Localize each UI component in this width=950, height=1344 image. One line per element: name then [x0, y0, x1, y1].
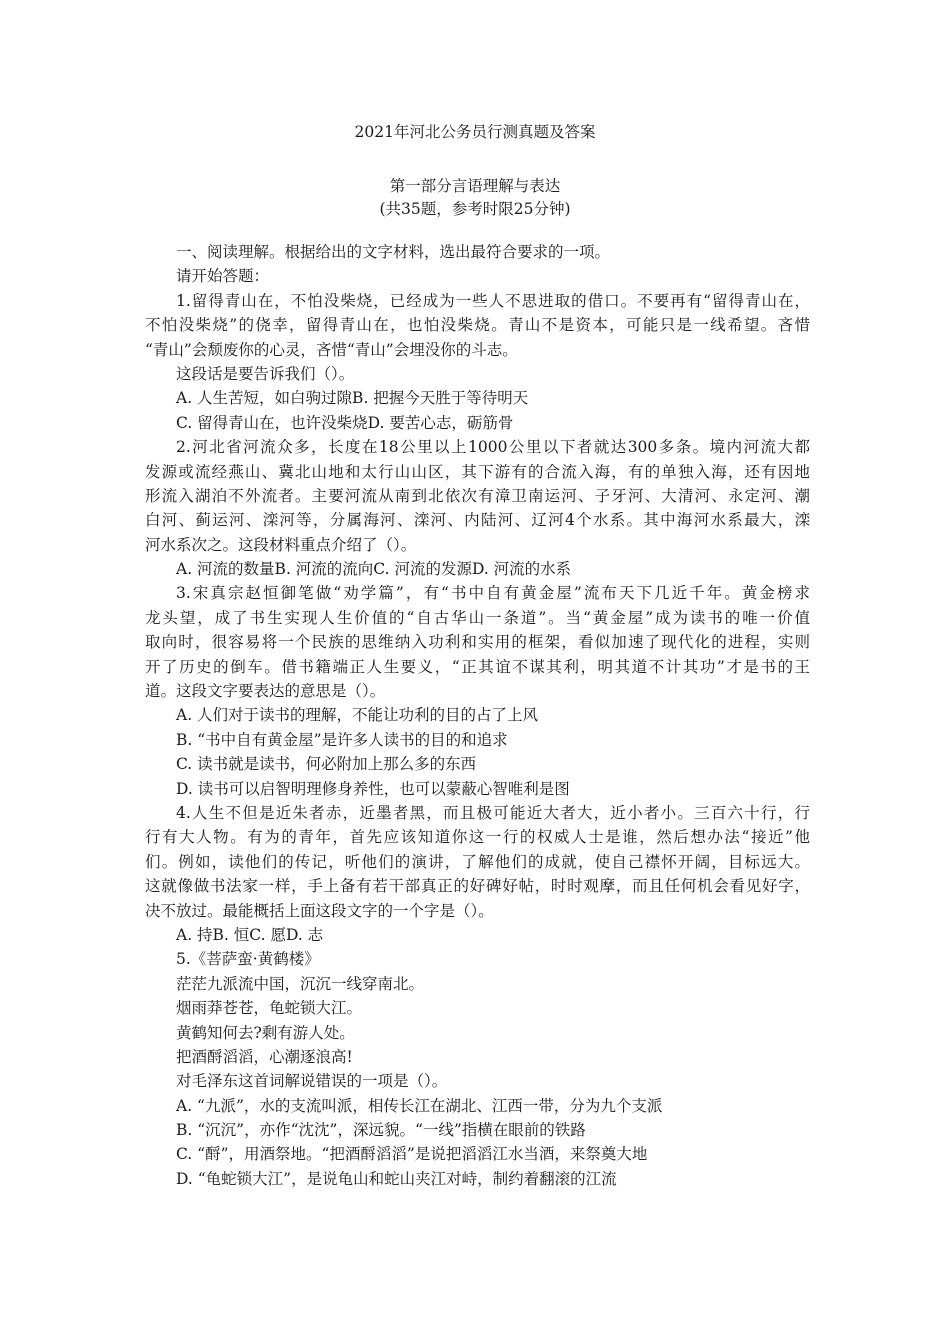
section-subheading: (共35题，参考时限25分钟): [379, 200, 571, 218]
text-line: 黄鹤知何去?剩有游人处。: [176, 1023, 355, 1042]
text-line: 白河、蓟运河、滦河等，分属海河、滦河、内陆河、辽河4个水系。其中海河水系最大，滦: [145, 511, 810, 530]
text-line: C. 读书就是读书，何必附加上那么多的东西: [176, 755, 477, 774]
text-line: A. “九派”，水的支流叫派，相传长江在湖北、江西一带，分为九个支派: [176, 1096, 663, 1115]
text-line: D. “龟蛇锁大江”，是说龟山和蛇山夹江对峙，制约着翻滚的江流: [176, 1169, 617, 1188]
text-line: 河水系次之。这段材料重点介绍了（）。: [145, 535, 417, 554]
text-line: 发源或流经燕山、冀北山地和太行山山区，其下游有的合流入海，有的单独入海，还有因地: [145, 462, 810, 481]
text-line: 请开始答题：: [176, 267, 270, 286]
text-line: 们。例如，读他们的传记，听他们的演讲，了解他们的成就，使自己襟怀开阔，目标远大。: [145, 852, 810, 871]
text-line: 开了历史的倒车。借书籍端正人生要义，“正其谊不谋其利，明其道不计其功”才是书的王: [145, 657, 810, 676]
text-line: B. “书中自有黄金屋”是许多人读书的目的和追求: [176, 730, 508, 749]
text-line: B. “沉沉”，亦作“沈沈”，深远貌。“一线”指横在眼前的铁路: [176, 1121, 586, 1140]
text-line: 道。这段文字要表达的意思是（）。: [145, 682, 386, 701]
text-line: C. 留得青山在，也许没柴烧D. 要苦心志，砺筋骨: [176, 413, 514, 432]
text-line: A. 持B. 恒C. 愿D. 志: [176, 925, 324, 944]
text-line: 龙头望，成了书生实现人生价值的“自古华山一条道”。当“黄金屋”成为读书的唯一价值: [145, 608, 810, 627]
document-body: [145, 240, 810, 1191]
text-line: 5.《菩萨蛮·黄鹤楼》: [176, 950, 320, 969]
text-line: 1.留得青山在，不怕没柴烧，已经成为一些人不思进取的借口。不要再有“留得青山在，: [176, 291, 810, 310]
text-line: 对毛泽东这首词解说错误的一项是（）。: [176, 1072, 448, 1091]
text-line: A. 人们对于读书的理解，不能让功利的目的占了上风: [176, 706, 539, 725]
text-line: 茫茫九派流中国，沉沉一线穿南北。: [176, 974, 425, 993]
document-title: 2021年河北公务员行测真题及答案: [354, 123, 596, 141]
text-line: 3.宋真宗赵恒御笔做“劝学篇”，有“书中自有黄金屋”流布天下几近千年。黄金榜求: [176, 584, 810, 603]
text-line: 这就像做书法家一样，手上备有若干部真正的好碑好帖，时时观摩，而且任何机会看见好字，: [145, 877, 810, 896]
text-line: 行有大人物。有为的青年，首先应该知道你这一行的权威人士是谁，然后想办法“接近”他: [145, 828, 810, 847]
text-line: 取向时，很容易将一个民族的思维纳入功利和实用的框架，看似加速了现代化的进程，实则: [145, 633, 810, 652]
text-line: D. 读书可以启智明理修身养性，也可以蒙蔽心智唯利是图: [176, 779, 570, 798]
text-line: A. 人生苦短，如白驹过隙B. 把握今天胜于等待明天: [176, 389, 529, 408]
text-line: 这段话是要告诉我们（）。: [176, 364, 355, 383]
text-line: 烟雨莽苍苍，龟蛇锁大江。: [176, 999, 363, 1018]
text-line: A. 河流的数量B. 河流的流向C. 河流的发源D. 河流的水系: [176, 560, 572, 579]
text-line: “青山”会颓废你的心灵，吝惜“青山”会埋没你的斗志。: [145, 340, 518, 359]
text-line: 4.人生不但是近朱者赤，近墨者黑，而且极可能近大者大，近小者小。三百六十行，行: [176, 803, 810, 822]
text-line: 不怕没柴烧”的侥幸，留得青山在，也怕没柴烧。青山不是资本，可能只是一线希望。吝惜: [145, 316, 810, 335]
text-line: 决不放过。最能概括上面这段文字的一个字是（）。: [145, 901, 494, 920]
text-line: C. “酹”，用酒祭地。“把酒酹滔滔”是说把滔滔江水当酒，来祭奠大地: [176, 1145, 648, 1164]
text-line: 把酒酹滔滔，心潮逐浪高!: [176, 1047, 353, 1066]
section-heading: 第一部分言语理解与表达: [389, 177, 561, 195]
text-line: 一、阅读理解。根据给出的文字材料，选出最符合要求的一项。: [176, 243, 611, 261]
text-line: 2.河北省河流众多，长度在18公里以上1000公里以下者就达300多条。境内河流大都: [176, 438, 810, 457]
text-line: 形流入湖泊不外流者。主要河流从南到北依次有漳卫南运河、子牙河、大清河、永定河、潮: [145, 486, 810, 505]
